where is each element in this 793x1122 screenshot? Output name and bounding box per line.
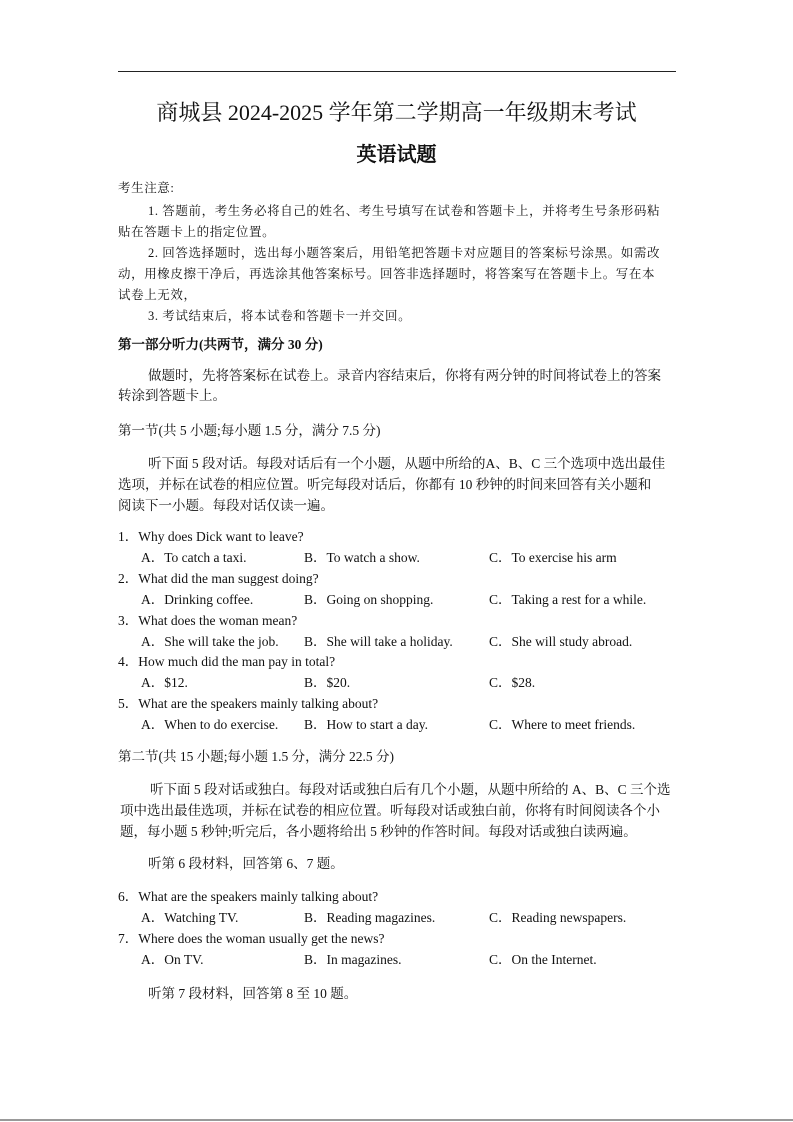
section1-intro: 阅读下一小题。每段对话仅读一遍。 [118,498,334,513]
option-b: B．$20. [304,675,351,690]
option-b: B．Reading magazines. [304,910,436,925]
notice-heading: 考生注意: [118,181,175,195]
notice-line: 2. 回答选择题时，选出每小题答案后，用铅笔把答题卡对应题目的答案标号涂黑。如需改 [148,246,661,260]
option-c: C．To exercise his arm [489,550,617,565]
page-bottom-border [0,1119,793,1121]
part1-heading: 第一部分听力(共两节，满分 30 分) [118,337,323,352]
section1-intro: 听下面 5 段对话。每段对话后有一个小题，从题中所给的A、B、C 三个选项中选出最佳 [148,456,666,471]
option-a: A．She will take the job. [141,634,279,649]
exam-title: 商城县 2024-2025 学年第二学期高一年级期末考试 [156,100,637,125]
section2-intro: 题，每小题 5 秒钟;听完后，各小题将给出 5 秒钟的作答时间。每段对话或独白读两遍。 [120,824,637,839]
notice-line: 3. 考试结束后，将本试卷和答题卡一并交回。 [148,309,412,323]
section2-heading: 第二节(共 15 小题;每小题 1.5 分，满分 22.5 分) [118,749,394,764]
section1-intro: 选项，并标在试卷的相应位置。听完每段对话后，你都有 10 秒钟的时间来回答有关小题和 [118,477,652,492]
option-a: A．$12. [141,675,188,690]
part1-intro: 转涂到答题卡上。 [118,388,226,403]
question: 6．What are the speakers mainly talking about? [118,889,379,904]
option-b: B．Going on shopping. [304,592,434,607]
option-c: C．She will study abroad. [489,634,633,649]
section2-intro: 听下面 5 段对话或独白。每段对话或独白后有几个小题，从题中所给的 A、B、C 三个选 [150,782,671,797]
exam-subtitle: 英语试题 [356,144,437,166]
option-b: B．She will take a holiday. [304,634,453,649]
option-a: A．On TV. [141,952,204,967]
material-6-instruction: 听第 6 段材料，回答第 6、7 题。 [148,856,344,871]
option-c: C．Taking a rest for a while. [489,592,647,607]
option-a: A．Watching TV. [141,910,239,925]
question: 2．What did the man suggest doing? [118,571,319,586]
question: 1．Why does Dick want to leave? [118,529,304,544]
option-b: B．How to start a day. [304,717,428,732]
part1-intro: 做题时，先将答案标在试卷上。录音内容结束后，你将有两分钟的时间将试卷上的答案 [148,368,661,383]
option-a: A．Drinking coffee. [141,592,254,607]
option-a: A．To catch a taxi. [141,550,247,565]
material-7-instruction: 听第 7 段材料，回答第 8 至 10 题。 [148,986,358,1001]
option-a: A．When to do exercise. [141,717,279,732]
option-c: C．Reading newspapers. [489,910,627,925]
option-c: C．$28. [489,675,536,690]
option-b: B．In magazines. [304,952,402,967]
option-b: B．To watch a show. [304,550,420,565]
section1-heading: 第一节(共 5 小题;每小题 1.5 分，满分 7.5 分) [118,423,381,438]
question: 4．How much did the man pay in total? [118,654,336,669]
question: 7．Where does the woman usually get the news? [118,931,385,946]
option-c: C．On the Internet. [489,952,597,967]
notice-line: 1. 答题前，考生务必将自己的姓名、考生号填写在试卷和答题卡上，并将考生号条形码粘 [148,204,661,218]
notice-line: 试卷上无效， [118,288,197,302]
notice-line: 动，用橡皮擦干净后，再选涂其他答案标号。回答非选择题时，将答案写在答题卡上。写在本 [118,267,656,281]
header-rule [118,71,676,72]
question: 3．What does the woman mean? [118,613,298,628]
question: 5．What are the speakers mainly talking about? [118,696,379,711]
notice-line: 贴在答题卡上的指定位置。 [118,225,276,239]
option-c: C．Where to meet friends. [489,717,636,732]
section2-intro: 项中选出最佳选项，并标在试卷的相应位置。听每段对话或独白前，你将有时间阅读各个小 [120,803,660,818]
